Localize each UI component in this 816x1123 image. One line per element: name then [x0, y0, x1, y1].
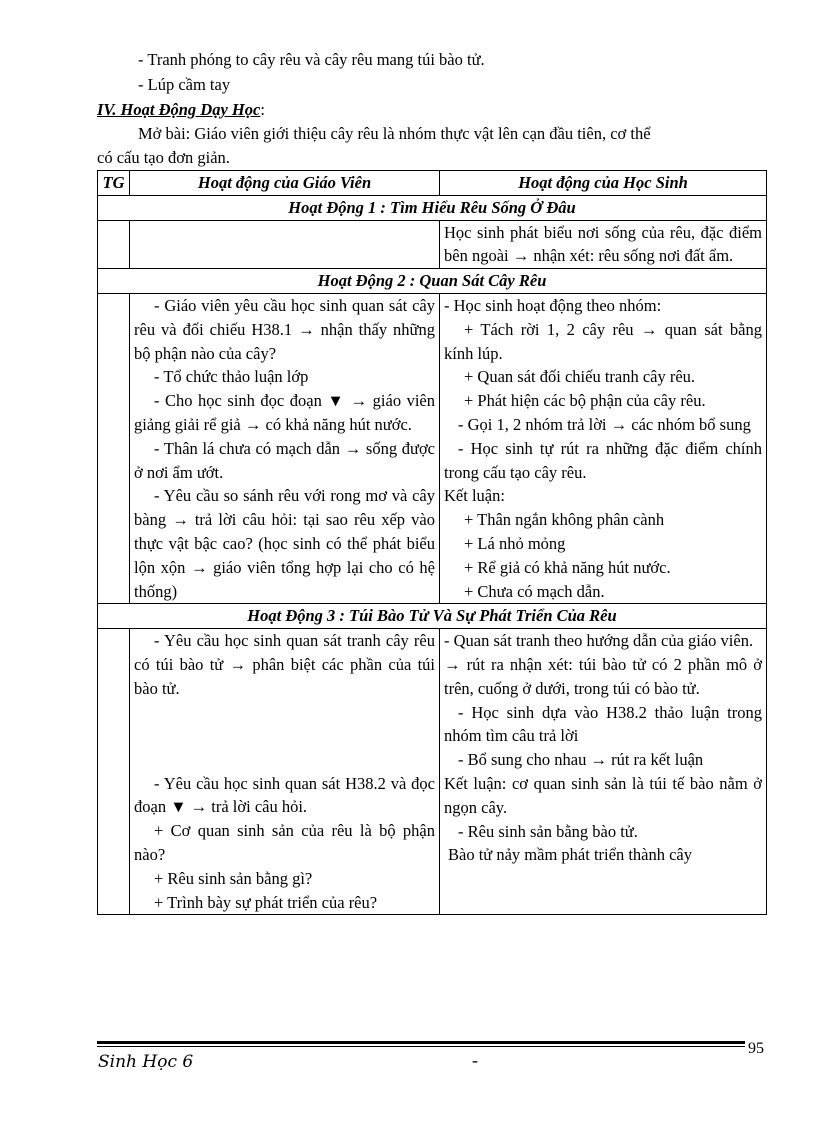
student-item: - Bổ sung cho nhau → rút ra kết luận — [458, 750, 704, 770]
teacher-cell-1 — [130, 220, 440, 269]
content-row-2 — [98, 293, 767, 603]
student-item: - Quan sát tranh theo hướng dẫn của giáo viên. — [444, 631, 754, 651]
student-item: → rút ra nhận xét: túi bào tử có 2 phần mô ở trên, cuống ở dưới, trong túi có bào tử. — [444, 654, 762, 698]
content-row-3 — [98, 629, 767, 915]
section-row-2 — [98, 269, 767, 294]
student-item: Học sinh phát biểu nơi sống của rêu, đặc điểm bên ngoài → nhận xét: rêu sống nơi đất ẩm. — [444, 222, 762, 266]
footer-rule-thick — [97, 1041, 745, 1044]
opening-line-1: Mở bài: Giáo viên giới thiệu cây rêu là nhóm thực vật lên cạn đầu tiên, cơ thể — [138, 124, 651, 143]
table-header-row — [98, 171, 767, 196]
teacher-item: + Rêu sinh sản bằng gì? — [154, 868, 313, 888]
section-heading-text: IV. Hoạt Động Dạy Học — [97, 100, 261, 119]
teacher-item: - Giáo viên yêu cầu học sinh quan sát cây rêu và đối chiếu H38.1 → nhận thấy những bộ phận nào của cây? — [134, 295, 435, 363]
tg-cell-2 — [98, 293, 130, 603]
content-row-1 — [98, 220, 767, 269]
student-item: - Học sinh tự rút ra những đặc điểm chính trong cấu tạo cây rêu. — [444, 438, 762, 482]
student-item: Bào tử nảy mầm phát triển thành cây — [448, 845, 692, 865]
lesson-table — [97, 170, 767, 915]
teacher-item: - Cho học sinh đọc đoạn ▼ → giáo viên giảng giải rể giả → có khả năng hút nước. — [134, 391, 435, 434]
student-item: + Thân ngắn không phân cành — [464, 510, 665, 530]
teacher-item: - Thân lá chưa có mạch dẫn → sống được ở nơi ẩm ướt. — [134, 438, 435, 482]
teacher-spacer — [134, 701, 435, 772]
student-item: - Gọi 1, 2 nhóm trả lời → các nhóm bổ sung — [458, 414, 751, 434]
teacher-cell-2 — [130, 293, 440, 603]
student-item: + Chưa có mạch dẫn. — [464, 581, 605, 601]
opening-line-2: có cấu tạo đơn giản. — [97, 148, 230, 167]
section-heading-colon: : — [260, 100, 265, 119]
tg-cell-1 — [98, 220, 130, 269]
teacher-cell-3 — [130, 629, 440, 915]
header-tg: TG — [98, 171, 130, 196]
teacher-item: - Yêu cầu so sánh rêu với rong mơ và cây bàng → trả lời câu hỏi: tại sao rêu xếp vào thực vật bậc cao? (học sinh có thể phát biểu lộn xộn → giáo viên tổng hợp lại cho có hệ thống) — [134, 486, 435, 601]
teacher-item: + Trình bày sự phát triển của rêu? — [154, 892, 378, 912]
footer-subject: Sinh Học 6 — [98, 1052, 194, 1072]
teacher-item: - Yêu cầu học sinh quan sát H38.2 và đọc đoạn ▼ → trả lời câu hỏi. — [134, 773, 435, 817]
student-item: - Học sinh hoạt động theo nhóm: — [444, 295, 662, 315]
student-item: - Học sinh dựa vào H38.2 thảo luận trong nhóm tìm câu trả lời — [444, 702, 762, 746]
section-row-3 — [98, 604, 767, 629]
section-row-1 — [98, 195, 767, 220]
material-line-2: - Lúp cầm tay — [138, 75, 231, 94]
teacher-item: - Tổ chức thảo luận lớp — [154, 367, 309, 387]
header-teacher: Hoạt động của Giáo Viên — [130, 171, 440, 196]
page-number: 95 — [748, 1040, 764, 1057]
student-item: + Phát hiện các bộ phận của cây rêu. — [464, 391, 706, 411]
section-title-2: Hoạt Động 2 : Quan Sát Cây Rêu — [98, 269, 767, 294]
student-item: + Lá nhỏ mỏng — [464, 533, 566, 553]
header-student: Hoạt động của Học Sinh — [440, 171, 767, 196]
student-cell-1 — [440, 220, 767, 269]
student-item: + Quan sát đối chiếu tranh cây rêu. — [464, 367, 696, 387]
footer-dash: - — [472, 1050, 478, 1070]
student-cell-3 — [440, 629, 767, 915]
student-item: - Rêu sinh sản bằng bào tử. — [458, 821, 638, 841]
student-cell-2 — [440, 293, 767, 603]
teacher-item: + Cơ quan sinh sản của rêu là bộ phận nào? — [134, 821, 435, 864]
student-item: Kết luận: — [444, 486, 505, 506]
footer-rule-thin — [97, 1046, 745, 1047]
section-heading — [97, 98, 265, 122]
section-title-3: Hoạt Động 3 : Túi Bào Tử Và Sự Phát Triển Của Rêu — [98, 604, 767, 629]
student-item: Kết luận: cơ quan sinh sản là túi tế bào nằm ở ngọn cây. — [444, 773, 762, 817]
student-item: + Rể giả có khả năng hút nước. — [464, 557, 671, 577]
teacher-item: - Yêu cầu học sinh quan sát tranh cây rêu có túi bào tử → phân biệt các phần của túi bào tử. — [134, 631, 435, 698]
tg-cell-3 — [98, 629, 130, 915]
student-item: + Tách rời 1, 2 cây rêu → quan sát bằng kính lúp. — [444, 319, 762, 363]
material-line-1: - Tranh phóng to cây rêu và cây rêu mang túi bào tử. — [138, 50, 485, 69]
section-title-1: Hoạt Động 1 : Tìm Hiểu Rêu Sống Ở Đâu — [98, 195, 767, 220]
